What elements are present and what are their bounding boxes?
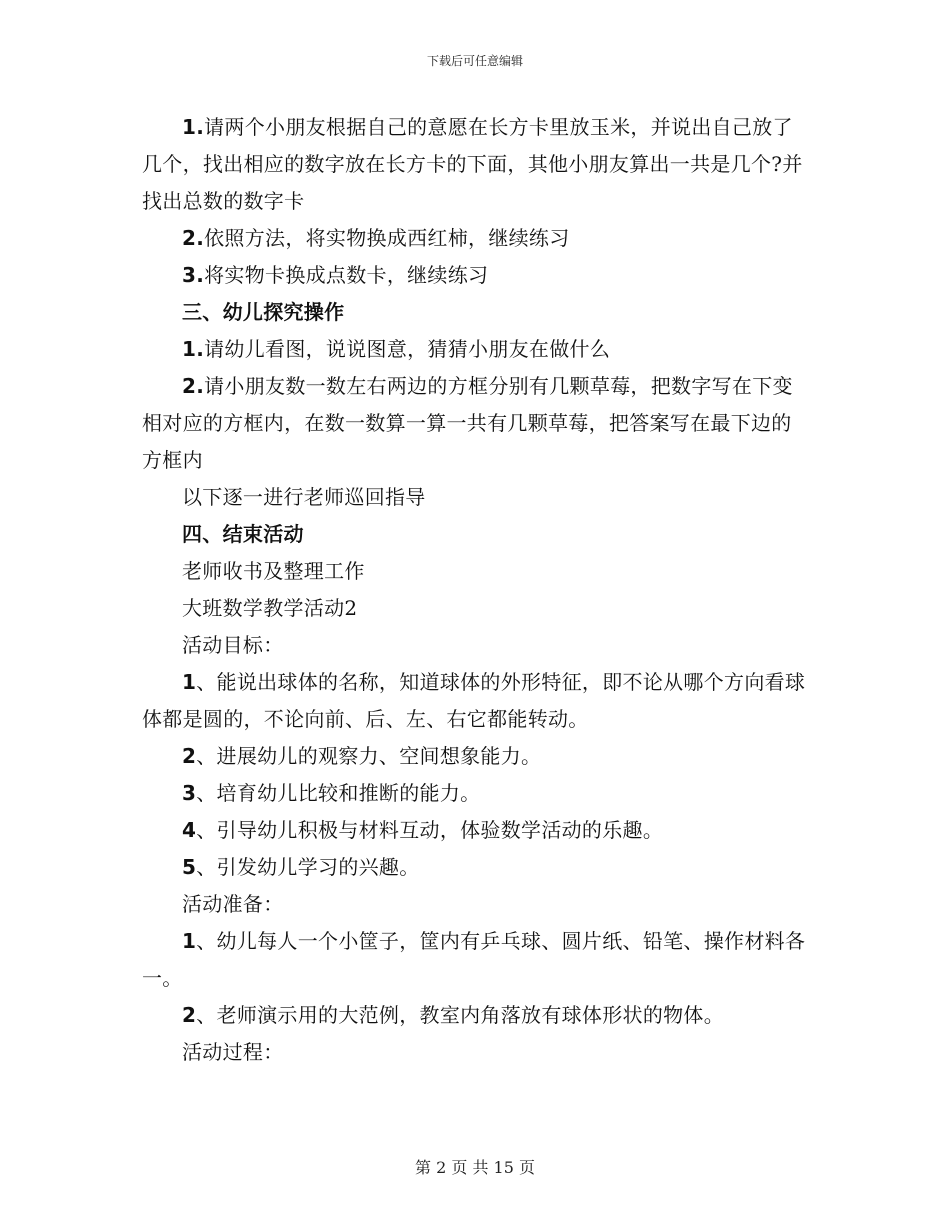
paragraph-text: 依照方法，将实物换成西红柿，继续练习 [204, 226, 570, 250]
goal-5 [142, 849, 810, 886]
goal-2 [142, 738, 810, 775]
section-heading-end: 四、结束活动 [182, 522, 304, 546]
item-number: 2. [182, 226, 205, 250]
paragraph-text: 将实物卡换成点数卡，继续练习 [204, 263, 489, 287]
paragraph-6: 以下逐一进行老师巡回指导 [182, 485, 426, 509]
item-number: 1 [182, 670, 197, 694]
paragraph-text: 、进展幼儿的观察力、空间想象能力。 [196, 744, 542, 768]
paragraph-text: 请幼儿看图，说说图意，猜猜小朋友在做什么 [204, 337, 611, 361]
goal-4 [142, 812, 810, 849]
paragraph-text: 、引发幼儿学习的兴趣。 [196, 855, 420, 879]
preparation-1 [142, 923, 810, 997]
section-heading-explore: 三、幼儿探究操作 [182, 300, 345, 324]
subheading-goals: 活动目标： [182, 633, 284, 657]
paragraph-text: 、培育幼儿比较和推断的能力。 [196, 781, 481, 805]
paragraph-3 [142, 257, 810, 294]
paragraph-text: 请小朋友数一数左右两边的方框分别有几颗草莓，把数字写在下变相对应的方框内，在数一数算一算一共有几颗草莓，把答案写在最下边的方框内 [142, 374, 793, 472]
preparation-2 [142, 997, 810, 1034]
paragraph-2 [142, 220, 810, 257]
paragraph-text: 、能说出球体的名称，知道球体的外形特征，即不论从哪个方向看球体都是圆的，不论向前、后、左、右它都能转动。 [142, 670, 806, 731]
item-number: 2. [182, 374, 205, 398]
item-number: 5 [182, 855, 197, 879]
item-number: 4 [182, 818, 197, 842]
paragraph-text: 、幼儿每人一个小筐子，筐内有乒乓球、圆片纸、铅笔、操作材料各一。 [142, 929, 806, 990]
paragraph-4 [142, 331, 810, 368]
item-number: 2 [182, 744, 197, 768]
paragraph-text: 、老师演示用的大范例，教室内角落放有球体形状的物体。 [196, 1003, 725, 1027]
goal-1 [142, 664, 810, 738]
subheading-preparation: 活动准备： [182, 892, 284, 916]
item-number: 1. [182, 115, 205, 139]
page-number-footer: 第 2 页 共 15 页 [415, 1158, 535, 1177]
item-number: 2 [182, 1003, 197, 1027]
document-body [142, 109, 810, 1071]
goal-3 [142, 775, 810, 812]
page-header: 下载后可任意编辑 [426, 54, 523, 68]
item-number: 3. [182, 263, 205, 287]
paragraph-1 [142, 109, 810, 220]
paragraph-5 [142, 368, 810, 479]
paragraph-text: 请两个小朋友根据自己的意愿在长方卡里放玉米，并说出自己放了几个，找出相应的数字放在长方卡的下面，其他小朋友算出一共是几个?并找出总数的数字卡 [142, 115, 803, 213]
item-number: 1. [182, 337, 205, 361]
paragraph-7: 老师收书及整理工作 [182, 559, 365, 583]
item-number: 1 [182, 929, 197, 953]
paragraph-text: 、引导幼儿积极与材料互动，体验数学活动的乐趣。 [196, 818, 664, 842]
subheading-process: 活动过程： [182, 1040, 284, 1064]
item-number: 3 [182, 781, 197, 805]
activity-title: 大班数学教学活动2 [182, 596, 358, 620]
